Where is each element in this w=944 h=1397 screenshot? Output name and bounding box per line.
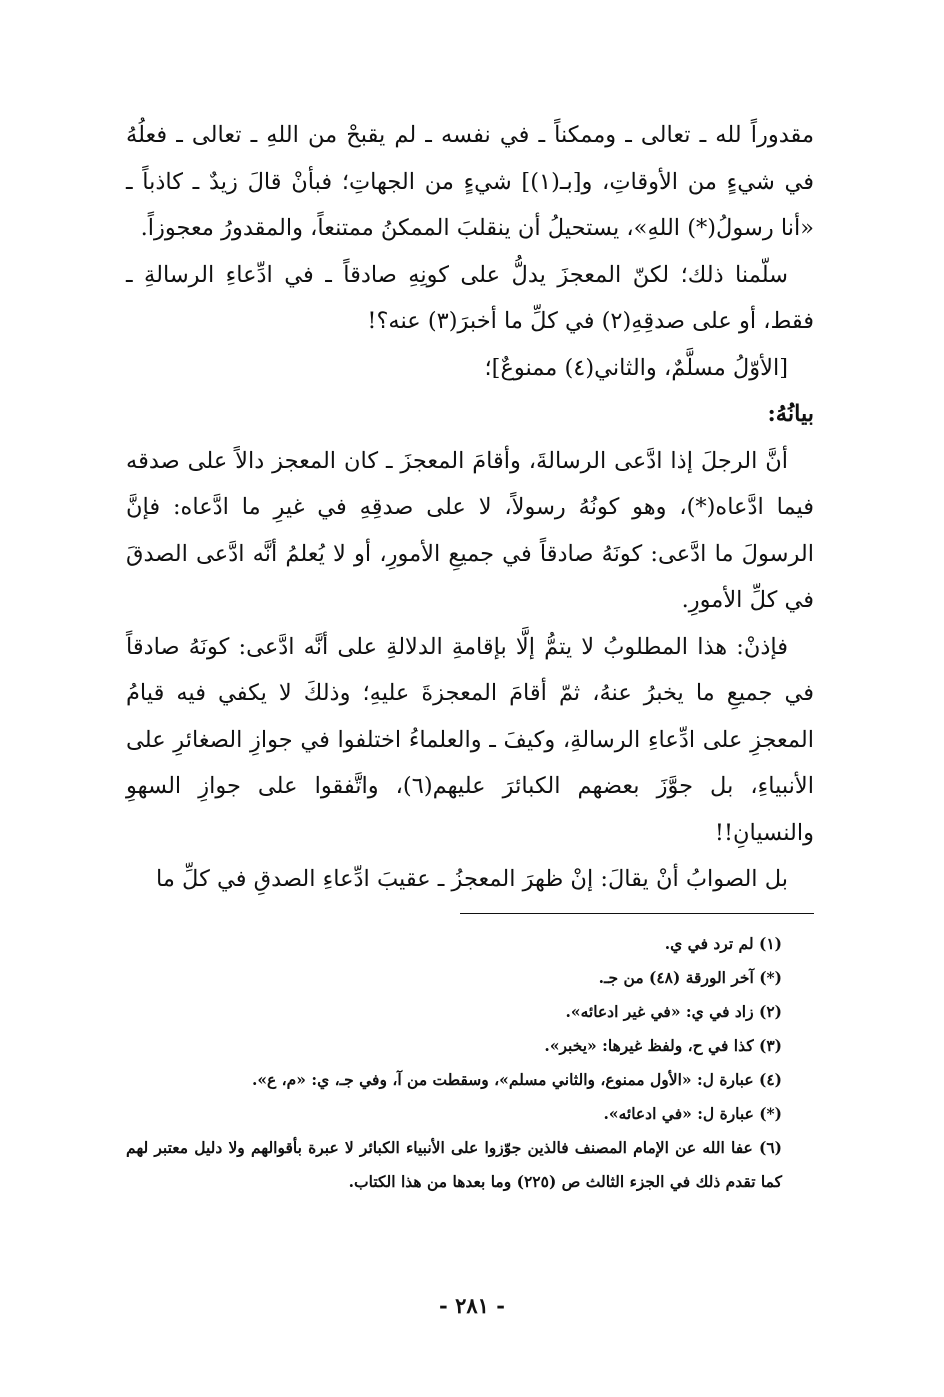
footnote-1: (١) لم ترد في ي. [664, 934, 782, 953]
paragraph-3: [الأوّلُ مسلَّمٌ، والثاني(٤) ممنوعٌ]؛ [484, 354, 788, 381]
paragraph-2: سلّمنا ذلك؛ لكنّ المعجزَ يدلُّ على كونِهِ صادقاً ـ في ادِّعاءِ الرسالةِ ـ فقط، أو على صدقِهِ(٢) في كلِّ ما أخبرَ(٣) عنه؟! [126, 261, 814, 334]
main-text-body [126, 112, 814, 903]
paragraph-7: بل الصوابُ أنْ يقالَ: إنْ ظهرَ المعجزُ ـ عقيبَ ادِّعاءِ الصدقِ في كلِّ ما [156, 866, 788, 892]
footnote-2: (٢) زاد في ي: «في غير ادعائه». [565, 1002, 782, 1021]
footnote-star-2: (*) عبارة ل: «في ادعائه». [603, 1104, 782, 1123]
footnote-3: (٣) كذا في ح، ولفظ غيرها: «يخبر». [544, 1036, 782, 1055]
paragraph-heading-bayanuhu: بيانُهُ: [767, 401, 814, 427]
page-number: - ٢٨١ - [439, 1293, 505, 1318]
footnote-4: (٤) عبارة ل: «الأول ممنوع، والثاني مسلم»، وسقطت من آ، وفي جـ، ي: «م، ع». [251, 1070, 782, 1089]
footnotes [126, 927, 814, 1199]
footnote-6: (٦) عفا الله عن الإمام المصنف فالذين جوّزوا على الأنبياء الكبائر لا عبرة بأقوالهم ولا دليل معتبر لهم كما تقدم ذلك في الجزء الثالث ص (٢٢٥) وما بعدها من هذا الكتاب. [126, 1138, 782, 1191]
footnote-star-1: (*) آخر الورقة (٤٨) من جـ. [598, 968, 782, 987]
paragraph-1: مقدوراً لله ـ تعالى ـ وممكناً ـ في نفسه ـ لم يقبحْ من اللهِ ـ تعالى ـ فعلُهُ في شيءٍ من الأوقاتِ، و[بـ(١)] شيءٍ من الجهاتِ؛ فبأنْ قالَ زيدٌ ـ كاذباً ـ «أنا رسولُ(*) اللهِ»، يستحيلُ أن ينقلبَ الممكنُ ممتنعاً، والمقدورُ معجوزاً. [126, 122, 814, 241]
paragraph-6: فإذنْ: هذا المطلوبُ لا يتمُّ إلَّا بإقامةِ الدلالةِ على أنَّه ادَّعى: كونَهُ صادقاً في جميعِ ما يخبرُ عنهُ، ثمّ أقامَ المعجزةَ عليهِ؛ وذلكَ لا يكفي فيه قيامُ المعجزِ على ادِّعاءِ الرسالةِ، وكيفَ ـ والعلماءُ اختلفوا في جوازِ الصغائرِ على الأنبياءِ، بل جوَّزَ بعضهم الكبائرَ عليهم(٦)، واتَّفقوا على جوازِ السهوِ والنسيانِ!! [126, 633, 814, 846]
footnote-separator [460, 913, 814, 914]
paragraph-5: أنَّ الرجلَ إذا ادَّعى الرسالةَ، وأقامَ المعجزَ ـ كان المعجز دالاً على صدقه فيما ادَّعاه(*)، وهو كونُهُ رسولاً، لا على صدقِهِ في غيرِ ما ادَّعاه: فإنَّ الرسولَ ما ادَّعى: كونَهُ صادقاً في جميعِ الأمورِ، أو لا يُعلمُ أنَّه ادَّعى الصدقَ في كلِّ الأمورِ. [126, 447, 814, 613]
